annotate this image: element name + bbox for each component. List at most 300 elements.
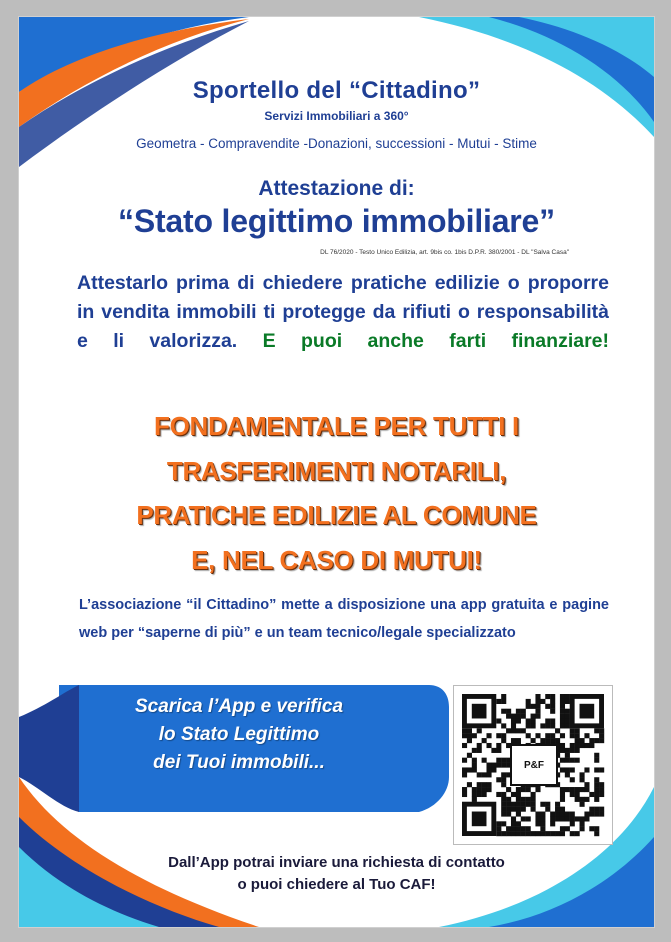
qr-module [565,709,570,714]
qr-module [472,767,477,772]
qr-module [565,772,570,777]
qr-module [467,728,472,733]
qr-module [550,699,555,704]
qr-module [580,797,585,802]
qr-module [526,797,531,802]
qr-module [506,802,511,807]
qr-module [516,797,521,802]
qr-module [511,821,516,826]
qr-module [599,782,604,787]
qr-module [477,787,482,792]
qr-module [570,758,575,763]
qr-module [570,733,575,738]
qr-module [511,714,516,719]
qr-module [565,748,570,753]
qr-module [531,704,536,709]
qr-module [599,787,604,792]
qr-module [540,802,545,807]
qr-module [555,816,560,821]
qr-module [516,821,521,826]
qr-module [482,782,487,787]
qr-module [506,709,511,714]
qr-module [594,758,599,763]
qr-module [462,772,467,777]
qr-module [516,802,521,807]
qr-module [550,709,555,714]
qr-module [570,777,575,782]
flyer [18,16,655,928]
qr-module [565,767,570,772]
qr-module [486,763,491,768]
qr-module [584,767,589,772]
qr-module [521,709,526,714]
qr-module [486,743,491,748]
qr-module [477,792,482,797]
qr-module [580,821,585,826]
qr-module [511,826,516,831]
qr-module [584,782,589,787]
banner-line: lo Stato Legittimo [158,724,320,745]
qr-module [560,797,565,802]
qr-module [560,743,565,748]
qr-module [491,748,496,753]
qr-module [526,723,531,728]
attestation-heading: Attestazione di: [258,177,415,200]
qr-module [535,787,540,792]
financing-highlight: E puoi anche farti finanziare! [262,330,610,352]
qr-module [511,738,516,743]
qr-module [477,782,482,787]
qr-module [589,743,594,748]
qr-module [496,718,501,723]
qr-module [501,831,506,836]
qr-module [467,782,472,787]
qr-module [472,733,477,738]
legal-references: DL 76/2020 - Testo Unico Edilizia, art. 9bis co. 1bis D.P.R. 380/2001 - DL "Salva Casa" [320,249,569,256]
qr-module [584,816,589,821]
qr-module [570,748,575,753]
qr-module [594,787,599,792]
qr-module [506,714,511,719]
qr-module [545,718,550,723]
headline-line: E, NEL CASO DI MUTUI! [191,544,482,575]
qr-module [580,772,585,777]
qr-module [531,797,536,802]
qr-module [501,723,506,728]
qr-module [550,704,555,709]
qr-module [462,787,467,792]
qr-module [535,831,540,836]
qr-module [555,807,560,812]
qr-module [540,826,545,831]
qr-module [540,816,545,821]
qr-module [565,694,570,699]
qr-module [491,767,496,772]
qr-module [516,714,521,719]
qr-module [599,728,604,733]
qr-module [511,816,516,821]
qr-module [560,812,565,817]
qr-module [526,831,531,836]
qr-module [589,826,594,831]
footer-line: o puoi chiedere al Tuo CAF! [237,876,436,893]
qr-module [580,787,585,792]
qr-module [496,699,501,704]
qr-module [501,807,506,812]
qr-module [521,797,526,802]
qr-module [575,733,580,738]
qr-module [472,748,477,753]
qr-module [555,738,560,743]
qr-module [560,748,565,753]
download-app-banner[interactable] [89,693,389,777]
qr-module [535,704,540,709]
qr-module [516,807,521,812]
qr-module [545,704,550,709]
qr-module [501,738,506,743]
qr-module [594,777,599,782]
qr-module [501,694,506,699]
qr-module [545,807,550,812]
qr-module [472,758,477,763]
qr-module [575,738,580,743]
qr-module [555,802,560,807]
qr-module [575,758,580,763]
qr-module [501,777,506,782]
qr-module [511,718,516,723]
qr-module [594,728,599,733]
qr-module [550,821,555,826]
qr-module [496,831,501,836]
qr-module [545,831,550,836]
qr-module [531,807,536,812]
qr-module [535,821,540,826]
qr-module [565,816,570,821]
qr-module [594,738,599,743]
qr-module [501,802,506,807]
qr-module [560,718,565,723]
qr-module [501,821,506,826]
qr-module [506,831,511,836]
qr-module [589,792,594,797]
qr-module [565,812,570,817]
footer-note [19,852,654,896]
qr-finder [580,704,595,719]
qr-module [589,807,594,812]
qr-module [516,812,521,817]
qr-module [575,743,580,748]
qr-module [594,831,599,836]
qr-module [462,728,467,733]
qr-module [462,792,467,797]
qr-finder [472,812,487,827]
qr-module [521,831,526,836]
qr-module [462,758,467,763]
qr-module [560,826,565,831]
qr-module [516,718,521,723]
qr-module [501,699,506,704]
qr-module [580,738,585,743]
qr-module [526,816,531,821]
qr-module [560,723,565,728]
qr-module [477,743,482,748]
qr-module [575,816,580,821]
qr-module [575,748,580,753]
qr-module [482,787,487,792]
qr-module [526,733,531,738]
qr-module [521,826,526,831]
qr-module [560,767,565,772]
qr-module [511,807,516,812]
qr-module [516,826,521,831]
qr-module [535,714,540,719]
qr-module [491,763,496,768]
qr-module [472,797,477,802]
office-subtitle: Servizi Immobiliari a 360° [264,109,409,123]
services-list: Geometra - Compravendite -Donazioni, successioni - Mutui - Stime [136,136,537,151]
qr-module [501,792,506,797]
association-paragraph: L’associazione “il Cittadino” mette a disposizione una app gratuita e pagine web per “saperne di più” e un team tecnico/legale specializzato [79,597,609,641]
headline [19,404,654,582]
qr-module [594,812,599,817]
qr-module [565,699,570,704]
qr-module [599,738,604,743]
qr-module [516,831,521,836]
qr-module [570,816,575,821]
qr-module [472,787,477,792]
qr-module [550,738,555,743]
qr-module [477,772,482,777]
qr-module [467,753,472,758]
qr-module [496,777,501,782]
qr-module [599,807,604,812]
qr-module [540,821,545,826]
qr-module [545,733,550,738]
qr-module [594,826,599,831]
qr-module [540,812,545,817]
qr-module [580,826,585,831]
qr-module [575,728,580,733]
qr-module [506,807,511,812]
qr-badge: P&F [510,744,558,786]
qr-module [521,714,526,719]
qr-module [506,728,511,733]
qr-module [555,831,560,836]
qr-module [531,802,536,807]
headline-line: TRASFERIMENTI NOTARILI, [166,455,507,486]
qr-module [531,738,536,743]
qr-module [570,728,575,733]
qr-module [516,787,521,792]
qr-module [535,709,540,714]
qr-module [580,816,585,821]
qr-module [496,763,501,768]
qr-module [467,767,472,772]
qr-module [482,772,487,777]
qr-module [535,733,540,738]
qr-module [565,714,570,719]
qr-module [511,831,516,836]
qr-module [570,831,575,836]
qr-module [560,714,565,719]
qr-module [599,812,604,817]
qr-module [545,738,550,743]
qr-finder [472,704,487,719]
qr-module [501,758,506,763]
qr-module [550,812,555,817]
qr-module [526,826,531,831]
qr-module [511,728,516,733]
qr-module [526,802,531,807]
qr-module [594,797,599,802]
qr-module [565,753,570,758]
qr-module [521,807,526,812]
qr-module [560,709,565,714]
qr-module [594,753,599,758]
qr-module [535,812,540,817]
qr-module [575,787,580,792]
qr-module [501,763,506,768]
banner-line: dei Tuoi immobili... [153,752,325,773]
qr-module [560,758,565,763]
qr-module [526,787,531,792]
qr-module [550,816,555,821]
qr-module [486,787,491,792]
qr-module [506,787,511,792]
qr-module [516,728,521,733]
qr-module [580,777,585,782]
qr-module [555,728,560,733]
qr-module [521,802,526,807]
qr-module [496,758,501,763]
qr-module [584,812,589,817]
qr-module [472,763,477,768]
qr-module [550,733,555,738]
intro-paragraph [77,269,609,356]
qr-module [462,743,467,748]
qr-module [496,792,501,797]
qr-module [477,728,482,733]
qr-module [589,812,594,817]
qr-module [584,787,589,792]
qr-module [501,772,506,777]
qr-module [575,792,580,797]
qr-module [545,802,550,807]
qr-module [521,787,526,792]
qr-module [501,709,506,714]
qr-module [575,797,580,802]
qr-module [501,797,506,802]
qr-module [540,738,545,743]
qr-module [599,792,604,797]
qr-module [486,782,491,787]
qr-module [560,792,565,797]
qr-module [560,699,565,704]
qr-module [545,694,550,699]
qr-module [560,694,565,699]
headline-line: PRATICHE EDILIZIE AL COMUNE [136,500,537,530]
banner-line: Scarica l’App e verifica [134,696,344,717]
qr-module [540,699,545,704]
qr-module [535,694,540,699]
qr-module [496,733,501,738]
qr-module [560,787,565,792]
qr-module [496,748,501,753]
qr-module [496,826,501,831]
qr-module [486,767,491,772]
qr-module [501,733,506,738]
qr-module [472,792,477,797]
qr-module [526,699,531,704]
qr-module [594,767,599,772]
qr-module [526,718,531,723]
qr-module [506,797,511,802]
qr-module [531,831,536,836]
qr-module [496,743,501,748]
qr-module [575,831,580,836]
qr-module [550,694,555,699]
qr-module [521,816,526,821]
qr-module [550,831,555,836]
qr-module [531,714,536,719]
qr-module [467,733,472,738]
qr-module [570,821,575,826]
qr-module [540,723,545,728]
qr-module [535,816,540,821]
qr-module [545,723,550,728]
qr-module [511,792,516,797]
qr-module [511,802,516,807]
qr-module [570,792,575,797]
footer-line: Dall’App potrai inviare una richiesta di contatto [168,854,505,871]
qr-module [594,792,599,797]
attestation-title: “Stato legittimo immobiliare” [118,203,555,239]
qr-module [594,782,599,787]
qr-module [565,723,570,728]
qr-module [584,797,589,802]
qr-module [482,738,487,743]
qr-module [496,821,501,826]
qr-module [560,807,565,812]
qr-module [584,733,589,738]
qr-module [560,831,565,836]
qr-module [555,812,560,817]
qr-module [486,772,491,777]
qr-module [570,787,575,792]
qr-module [501,782,506,787]
qr-module [531,718,536,723]
qr-module [526,704,531,709]
qr-module [570,767,575,772]
qr-module [560,733,565,738]
qr-module [560,704,565,709]
qr-module [599,733,604,738]
qr-module [565,826,570,831]
qr-module [521,728,526,733]
qr-module [482,758,487,763]
qr-module [570,743,575,748]
qr-module [506,812,511,817]
qr-module [506,826,511,831]
qr-module [462,733,467,738]
qr-module [599,767,604,772]
qr-module [531,723,536,728]
qr-code[interactable] [453,685,613,845]
qr-module [462,767,467,772]
qr-module [516,709,521,714]
qr-module [531,792,536,797]
qr-module [482,792,487,797]
